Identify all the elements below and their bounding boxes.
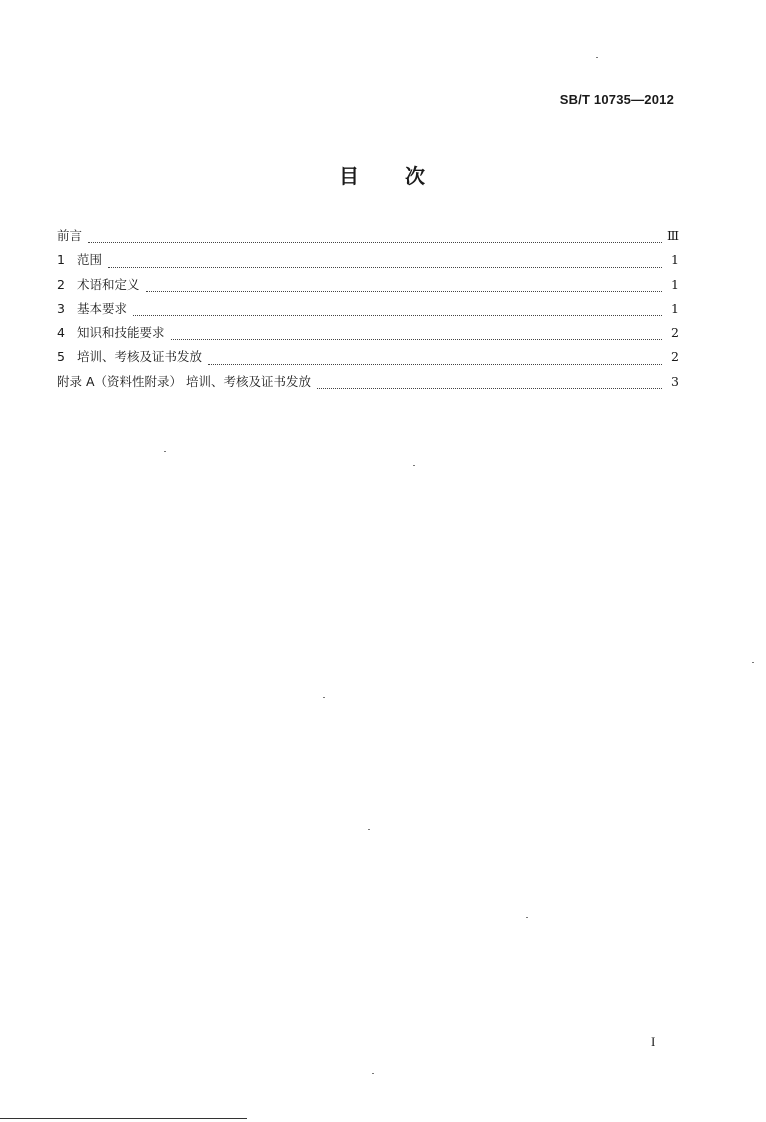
- toc-leader-dots: [88, 241, 662, 243]
- toc-entry-knowledge-skills[interactable]: [57, 323, 679, 347]
- toc-entry-number: 4: [57, 325, 65, 341]
- toc-entry-number: 3: [57, 300, 65, 316]
- page-title: [0, 160, 766, 189]
- toc-leader-dots: [133, 314, 662, 316]
- toc-entry-label: 附录 A（资料性附录） 培训、考核及证书发放: [57, 373, 311, 389]
- toc-entry-label: 前言: [57, 228, 83, 243]
- toc-entry-page: 3: [671, 373, 679, 389]
- toc-entry-page: 1: [671, 276, 679, 292]
- title-char-1: 目: [339, 164, 361, 188]
- toc-leader-dots: [208, 363, 662, 365]
- toc-entry-label: 基本要求: [77, 300, 128, 316]
- scan-speck: [323, 697, 325, 698]
- toc-entry-page: Ⅲ: [666, 228, 679, 243]
- toc-entry-appendix-a[interactable]: [57, 372, 679, 396]
- toc-entry-number: 1: [57, 252, 65, 268]
- toc-entry-label: 培训、考核及证书发放: [77, 349, 203, 365]
- table-of-contents: [57, 226, 679, 396]
- page-number: I: [651, 1034, 656, 1049]
- scan-speck: [596, 57, 598, 58]
- toc-entry-label: 术语和定义: [77, 276, 140, 292]
- toc-entry-terms[interactable]: [57, 275, 679, 299]
- toc-entry-training[interactable]: [57, 347, 679, 371]
- toc-entry-page: 1: [671, 300, 679, 316]
- toc-entry-basic-requirements[interactable]: [57, 299, 679, 323]
- toc-entry-foreword[interactable]: [57, 226, 679, 250]
- scan-speck: [526, 917, 528, 918]
- toc-entry-label: 范围: [77, 252, 103, 268]
- toc-entry-page: 2: [671, 349, 679, 365]
- title-char-2: 次: [405, 164, 427, 188]
- toc-leader-dots: [108, 266, 662, 268]
- toc-entry-scope[interactable]: [57, 250, 679, 274]
- toc-entry-number: 2: [57, 276, 65, 292]
- scan-speck: [164, 451, 166, 452]
- toc-entry-page: 1: [671, 252, 679, 268]
- scan-speck: [413, 465, 415, 466]
- scan-speck: [752, 662, 754, 663]
- toc-leader-dots: [317, 387, 662, 389]
- toc-entry-page: 2: [671, 325, 679, 341]
- footer-rule: [0, 1118, 247, 1119]
- scan-speck: [368, 829, 370, 830]
- scan-speck: [372, 1073, 374, 1074]
- document-code: SB/T 10735—2012: [559, 92, 674, 107]
- toc-entry-label: 知识和技能要求: [77, 325, 165, 341]
- toc-entry-number: 5: [57, 349, 65, 365]
- toc-leader-dots: [146, 290, 662, 292]
- toc-leader-dots: [171, 338, 662, 340]
